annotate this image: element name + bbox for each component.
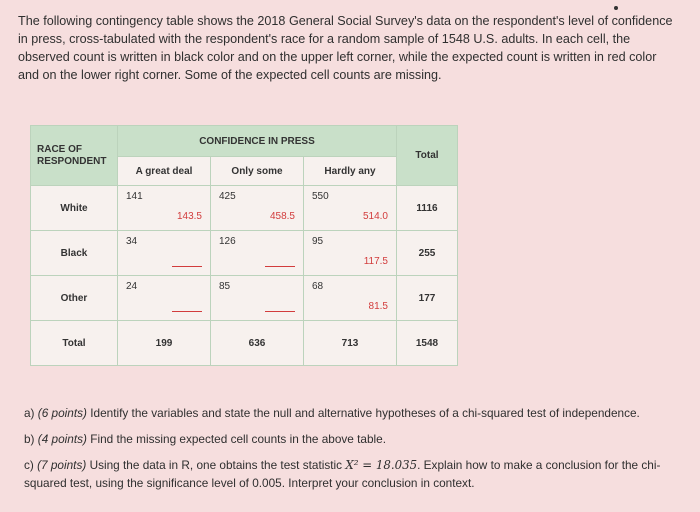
question-points: (6 points) [37, 406, 87, 420]
column-header-only-some: Only some [211, 157, 304, 186]
question-text: Find the missing expected cell counts in the above table. [86, 432, 386, 446]
row-total-other: 177 [397, 276, 458, 321]
intro-paragraph: The following contingency table shows the 2018 General Social Survey's data on the respondent's level of confidence in press, cross-tabulated with the respondent's race for a random sample of 1548 U.S. adults. In each cell, the observed count is written in black color and on the upper left corner, while the expected count is written in red color and on the lower right corner. Some of the expected cell counts are missing. [18, 14, 673, 82]
observed-count: 126 [219, 236, 236, 247]
table-cell [118, 276, 211, 321]
table-cell [304, 276, 397, 321]
question-c [24, 456, 684, 492]
observed-count: 95 [312, 236, 324, 247]
question-prefix: a) [24, 406, 38, 420]
table-cell [211, 186, 304, 231]
table-cell [211, 276, 304, 321]
table-cell [304, 231, 397, 276]
row-label-white: White [31, 186, 118, 231]
missing-expected-blank [265, 266, 295, 267]
questions-list [24, 404, 684, 500]
question-points: (4 points) [37, 432, 87, 446]
table-cell [118, 186, 211, 231]
missing-expected-blank [265, 311, 295, 312]
observed-count: 141 [126, 191, 143, 202]
row-label-total: Total [31, 321, 118, 366]
column-total: 199 [118, 321, 211, 366]
question-text: Identify the variables and state the null and alternative hypotheses of a chi-squared test of independence. [86, 406, 640, 420]
question-prefix: c) [24, 458, 38, 472]
expected-count: 458.5 [269, 211, 295, 222]
race-header: RACE OF RESPONDENT [31, 126, 118, 186]
column-header-hardly-any: Hardly any [304, 157, 397, 186]
missing-expected-blank [172, 311, 202, 312]
observed-count: 85 [219, 281, 231, 292]
question-a [24, 404, 684, 422]
observed-count: 24 [126, 281, 138, 292]
column-total: 713 [304, 321, 397, 366]
expected-count: 117.5 [363, 256, 388, 267]
question-b [24, 430, 684, 448]
confidence-header: CONFIDENCE IN PRESS [118, 126, 397, 157]
question-prefix: b) [24, 432, 38, 446]
test-statistic: X² = 18.035 [345, 458, 418, 472]
table-cell [118, 231, 211, 276]
expected-count: 514.0 [362, 211, 388, 222]
observed-count: 34 [126, 236, 138, 247]
row-total-black: 255 [397, 231, 458, 276]
question-points: (7 points) [37, 458, 87, 472]
column-total: 636 [211, 321, 304, 366]
table-cell [211, 231, 304, 276]
observed-count: 68 [312, 281, 324, 292]
stray-dot [614, 6, 618, 10]
row-label-black: Black [31, 231, 118, 276]
observed-count: 425 [219, 191, 236, 202]
expected-count: 143.5 [176, 211, 202, 222]
question-text: . Explain how to make a conclusion for the chi-squared test, using the significance level of 0.005. Interpret your conclusion in context. [24, 458, 661, 490]
question-text: Using the data in R, one obtains the test statistic [86, 458, 346, 472]
column-header-great-deal: A great deal [118, 157, 211, 186]
missing-expected-blank [172, 266, 202, 267]
table-cell [304, 186, 397, 231]
expected-count: 81.5 [368, 301, 388, 312]
observed-count: 550 [312, 191, 329, 202]
row-label-other: Other [31, 276, 118, 321]
total-column-header: Total [397, 126, 458, 186]
grand-total: 1548 [397, 321, 458, 366]
row-total-white: 1116 [397, 186, 458, 231]
contingency-table [30, 125, 458, 366]
